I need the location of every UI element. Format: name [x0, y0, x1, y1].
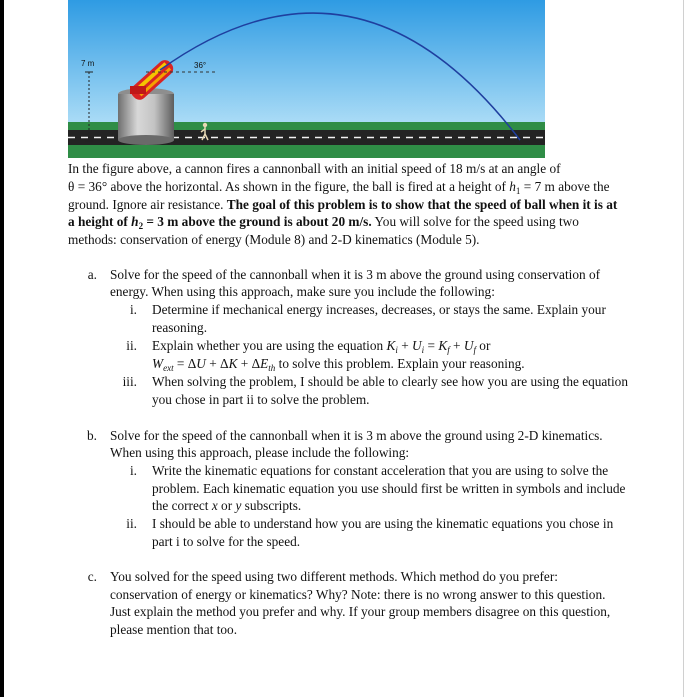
part-a-ii-line-1: Explain whether you are using the equation $K_i + U_i = K_f + U_f$ or [152, 338, 491, 355]
angle-label: 36° [194, 61, 207, 70]
part-a-iii-line-2: you chose in part ii to solve the problem. [152, 392, 370, 407]
intro-line-4: a height of $h_2 = 3$ m above the ground is about 20 m/s. You will solve for the speed using two [68, 214, 579, 231]
intro-line-3: ground. Ignore air resistance. The goal of this problem is to show that the speed of ball when it is at [68, 197, 618, 212]
tower [118, 94, 174, 140]
equation-energy-conservation: $K_i + U_i = K_f + U_f$ [386, 338, 476, 355]
part-b-i-line-1: Write the kinematic equations for constant acceleration that you are using to solve the [152, 463, 609, 478]
part-c-line-4: please mention that too. [110, 622, 238, 637]
cannon-figure [68, 0, 545, 158]
part-b-line-1: Solve for the speed of the cannonball when it is 3 m above the ground using 2-D kinematics. [110, 428, 603, 443]
right-border [683, 0, 684, 697]
part-b-i-line-3: the correct x or y subscripts. [152, 498, 302, 513]
part-c-line-2: conservation of energy or kinematics? Why? Note: there is no wrong answer to this question. [110, 587, 606, 602]
part-a-i-line-1: Determine if mechanical energy increases, decreases, or stays the same. Explain your [152, 302, 606, 317]
part-a-marker: a. [87, 267, 97, 282]
part-c-line-3: Just explain the method you prefer and why. If your group members disagree on this question, [110, 604, 611, 619]
part-b-ii-marker: ii. [126, 516, 137, 531]
part-b-ii-line-2: part i to solve for the speed. [152, 534, 301, 549]
part-a-iii-line-1: When solving the problem, I should be able to clearly see how you are using the equation [152, 374, 628, 389]
part-b-i-marker: i. [129, 463, 137, 478]
intro-line-1: In the figure above, a cannon fires a cannonball with an initial speed of 18 m/s at an angle of [68, 161, 561, 176]
part-b-ii-line-1: I should be able to understand how you are using the kinematic equations you chose in [152, 516, 614, 531]
part-a-ii-marker: ii. [126, 338, 137, 353]
part-a-iii-marker: iii. [122, 374, 137, 389]
intro-line-5: methods: conservation of energy (Module 8) and 2-D kinematics (Module 5). [68, 232, 480, 247]
part-c-marker: c. [87, 569, 97, 584]
part-b-i-line-2: problem. Each kinematic equation you use should first be written in symbols and include [152, 481, 626, 496]
part-a-line-2: energy. When using this approach, make sure you include the following: [110, 284, 495, 299]
left-border [0, 0, 4, 697]
part-a-ii-line-2: $W_{ext} = \Delta U + \Delta K + \Delta E_{th}$ to solve this problem. Explain your reasoning. [152, 356, 525, 373]
part-c-line-1: You solved for the speed using two different methods. Which method do you prefer: [110, 569, 558, 584]
part-a-line-1: Solve for the speed of the cannonball when it is 3 m above the ground using conservation of [110, 267, 601, 282]
part-a-i-line-2: reasoning. [152, 320, 208, 335]
part-a-i-marker: i. [129, 302, 137, 317]
height-label: 7 m [81, 59, 95, 68]
part-b-marker: b. [87, 428, 97, 443]
grass-bottom [68, 145, 545, 158]
intro-line-2: θ = 36° above the horizontal. As shown in the figure, the ball is fired at a height of $h_1 = 7$ m above the [68, 179, 610, 196]
part-b-line-2: When using this approach, please include the following: [110, 445, 410, 460]
equation-work-energy: $W_{ext} = \Delta U + \Delta K + \Delta E_{th}$ [152, 356, 276, 373]
